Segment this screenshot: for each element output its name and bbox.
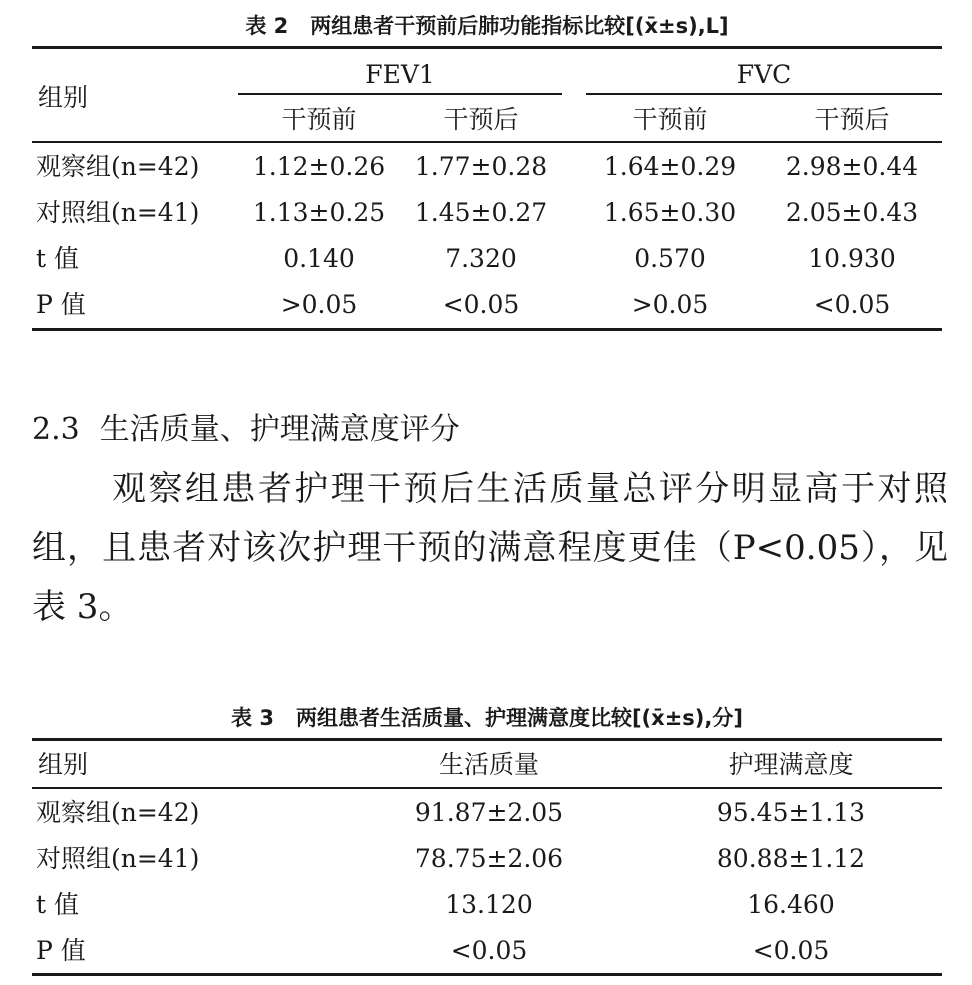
table3-top-rule xyxy=(32,738,942,741)
section-title: 生活质量、护理满意度评分 xyxy=(99,412,460,447)
table2-row-label: 观察组(n=42) xyxy=(36,152,200,181)
table2-header-rule xyxy=(32,141,942,143)
table2-top-rule xyxy=(32,46,942,49)
table2-sub-fvc-after: 干预后 xyxy=(814,105,890,134)
table2-cell: >0.05 xyxy=(280,290,358,319)
table2-bottom-rule xyxy=(32,328,942,331)
table3-cell: 91.87±2.05 xyxy=(414,798,564,827)
table3-cell: 16.460 xyxy=(747,890,835,919)
table2-row-label: t 值 xyxy=(36,244,79,273)
table3-cell: <0.05 xyxy=(450,936,528,965)
table3-bottom-rule xyxy=(32,973,942,976)
table3-title: 两组患者生活质量、护理满意度比较[(x̄±s),分] xyxy=(295,706,743,730)
table3-row-label: 观察组(n=42) xyxy=(36,798,200,827)
table2-cell: 10.930 xyxy=(808,244,896,273)
table3-cell: 13.120 xyxy=(445,890,533,919)
table2-cell: 2.98±0.44 xyxy=(785,152,919,181)
section-paragraph: 观察组患者护理干预后生活质量总评分明显高于对照组，且患者对该次护理干预的满意程度更佳（P<0.05），见表 3。 xyxy=(32,469,948,627)
table3-header-group: 组别 xyxy=(38,750,89,779)
table2-cell: 1.77±0.28 xyxy=(414,152,548,181)
table2-fev1-underline xyxy=(238,93,562,95)
table2-cell: 0.570 xyxy=(634,244,706,273)
table2-cell: 1.13±0.25 xyxy=(252,198,386,227)
table2-title: 两组患者干预前后肺功能指标比较[(x̄±s),L] xyxy=(310,14,729,38)
table3-header-satisfaction: 护理满意度 xyxy=(728,750,854,779)
table3-row-label: P 值 xyxy=(36,936,86,965)
table2-cell: 1.45±0.27 xyxy=(414,198,548,227)
table2-cell: <0.05 xyxy=(813,290,891,319)
table2-number: 表 2 xyxy=(245,14,289,38)
table3-cell: 95.45±1.13 xyxy=(716,798,866,827)
table2-header-group: 组别 xyxy=(38,83,89,112)
table3-caption xyxy=(32,704,942,732)
table2-row-label: 对照组(n=41) xyxy=(36,198,200,227)
table2-sub-fev1-before: 干预前 xyxy=(281,105,357,134)
table2-sub-fev1-after: 干预后 xyxy=(443,105,519,134)
table3-number: 表 3 xyxy=(231,706,274,730)
table2-cell: 1.12±0.26 xyxy=(252,152,386,181)
table3-cell: 80.88±1.12 xyxy=(716,844,866,873)
table2-header-fvc: FVC xyxy=(736,60,792,89)
table2-fvc-underline xyxy=(586,93,942,95)
section-heading xyxy=(32,410,460,450)
section-number: 2.3 xyxy=(32,412,80,447)
table2-row-label: P 值 xyxy=(36,290,86,319)
table2-cell: 2.05±0.43 xyxy=(785,198,919,227)
table2-cell: 7.320 xyxy=(445,244,517,273)
table3-cell: <0.05 xyxy=(752,936,830,965)
table2-cell: 1.64±0.29 xyxy=(603,152,737,181)
table2-cell: 0.140 xyxy=(283,244,355,273)
table2-cell: 1.65±0.30 xyxy=(603,198,737,227)
table3-cell: 78.75±2.06 xyxy=(414,844,564,873)
table2-cell: >0.05 xyxy=(631,290,709,319)
table3-header-rule xyxy=(32,787,942,789)
table3-header-quality: 生活质量 xyxy=(438,750,539,779)
table2-cell: <0.05 xyxy=(442,290,520,319)
table2-header-fev1: FEV1 xyxy=(365,60,435,89)
table3-row-label: t 值 xyxy=(36,890,79,919)
table2-caption xyxy=(32,12,942,40)
table3-row-label: 对照组(n=41) xyxy=(36,844,200,873)
table2-sub-fvc-before: 干预前 xyxy=(632,105,708,134)
